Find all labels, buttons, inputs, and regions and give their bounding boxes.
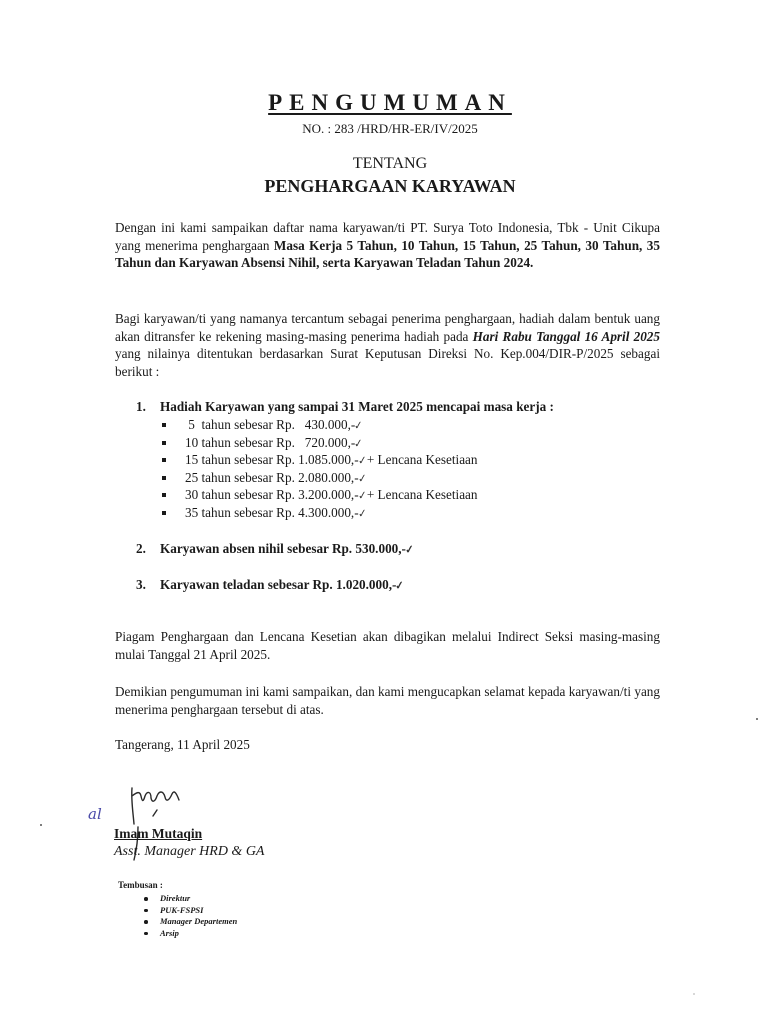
scan-speck [40, 824, 42, 826]
award-text: 35 tahun sebesar Rp. 4.300.000,- [185, 504, 359, 520]
numbered-item [136, 399, 554, 415]
payment-text-before: Bagi karyawan/ti yang namanya tercantum sebagai penerima penghargaan, hadiah dalam bentuk uang akan ditransfer ke rekening masing-masing penerima hadiah pada [115, 311, 660, 344]
cc-recipient: Arsip [160, 927, 179, 938]
checkmark-icon: ✓ [353, 419, 365, 433]
award-item [160, 469, 478, 487]
checkmark-icon: ✓ [356, 489, 368, 503]
numbered-item [136, 577, 405, 593]
cc-recipient: Manager Departemen [160, 916, 238, 926]
document-title: PENGUMUMAN [268, 90, 512, 115]
cc-item [142, 928, 237, 940]
bullet-icon [144, 909, 148, 913]
signer-title: Asst. Manager HRD & GA [114, 844, 265, 859]
item-text: Karyawan teladan sebesar Rp. 1.020.000,- [160, 577, 397, 592]
payment-text-after: yang nilainya ditentukan berdasarkan Surat Keputusan Direksi No. Kep.004/DIR-P/2025 sebagai berikut : [115, 346, 660, 379]
bullet-icon [162, 476, 166, 480]
award-item [160, 504, 478, 522]
paraf-initial: al [88, 805, 102, 823]
document-number: NO. : 283 /HRD/HR-ER/IV/2025 [302, 121, 478, 136]
intro-text: Dengan ini kami sampaikan daftar nama karyawan/ti PT. Surya Toto Indonesia, Tbk - Unit Cikupa yang menerima penghargaan [115, 220, 660, 253]
award-text: 10 tahun sebesar Rp. 720.000,- [185, 434, 356, 450]
award-list [160, 416, 478, 522]
item-text: Karyawan absen nihil sebesar Rp. 530.000,- [160, 541, 406, 556]
checkmark-icon: ✓ [394, 579, 406, 593]
bullet-icon [144, 920, 148, 924]
cc-list [142, 893, 237, 939]
cc-label: Tembusan : [118, 880, 163, 890]
document-subject: PENGHARGAAN KARYAWAN [264, 176, 516, 196]
checkmark-icon: ✓ [356, 507, 368, 521]
award-item [160, 416, 478, 434]
item-text: Hadiah Karyawan yang sampai 31 Maret 2025 mencapai masa kerja : [160, 399, 554, 414]
bullet-icon [162, 511, 166, 515]
award-item [160, 486, 478, 504]
item-number: 1. [136, 399, 146, 414]
award-extra: + Lencana Kesetiaan [366, 487, 478, 503]
closing-paragraph: Demikian pengumuman ini kami sampaikan, dan kami mengucapkan selamat kepada karyawan/ti yang menerima penghargaan tersebut di atas. [115, 684, 660, 717]
bullet-icon [162, 458, 166, 462]
bullet-icon [162, 441, 166, 445]
scan-speck [756, 718, 758, 720]
scan-speck [693, 993, 695, 995]
award-text: 30 tahun sebesar Rp. 3.200.000,- [185, 487, 359, 503]
certificate-paragraph: Piagam Penghargaan dan Lencana Kesetian akan dibagikan melalui Indirect Seksi masing-masing mulai Tanggal 21 April 2025. [115, 629, 660, 662]
numbered-item [136, 541, 414, 557]
award-text: 15 tahun sebesar Rp. 1.085.000,- [185, 452, 359, 468]
award-item [160, 451, 478, 469]
payment-paragraph [115, 310, 660, 380]
cc-item [142, 893, 237, 905]
bullet-icon [144, 932, 148, 936]
payment-date: Hari Rabu Tanggal 16 April 2025 [472, 328, 660, 344]
cc-recipient: Direktur [160, 893, 191, 903]
place-date: Tangerang, 11 April 2025 [115, 737, 250, 752]
checkmark-icon: ✓ [404, 543, 416, 557]
award-text: 25 tahun sebesar Rp. 2.080.000,- [185, 469, 359, 485]
award-item [160, 434, 478, 452]
bullet-icon [144, 897, 148, 901]
award-text: 5 tahun sebesar Rp. 430.000,- [185, 417, 356, 432]
bullet-icon [162, 493, 166, 497]
bullet-icon [162, 423, 166, 427]
intro-bold-text: Masa Kerja 5 Tahun, 10 Tahun, 15 Tahun, 25 Tahun, 30 Tahun, 35 Tahun dan Karyawan Absensi Nihil, serta Karyawan Teladan Tahun 2024. [115, 237, 660, 270]
cc-recipient: PUK-FSPSI [160, 904, 204, 915]
cc-item [142, 905, 237, 917]
intro-paragraph [115, 219, 660, 272]
award-extra: + Lencana Kesetiaan [366, 452, 478, 468]
cc-item [142, 916, 237, 928]
checkmark-icon: ✓ [353, 437, 365, 451]
checkmark-icon: ✓ [356, 454, 368, 468]
checkmark-icon: ✓ [356, 472, 368, 486]
signer-name: Imam Mutaqin [114, 826, 203, 841]
about-label: TENTANG [352, 155, 428, 172]
item-number: 2. [136, 541, 146, 556]
item-number: 3. [136, 577, 146, 592]
